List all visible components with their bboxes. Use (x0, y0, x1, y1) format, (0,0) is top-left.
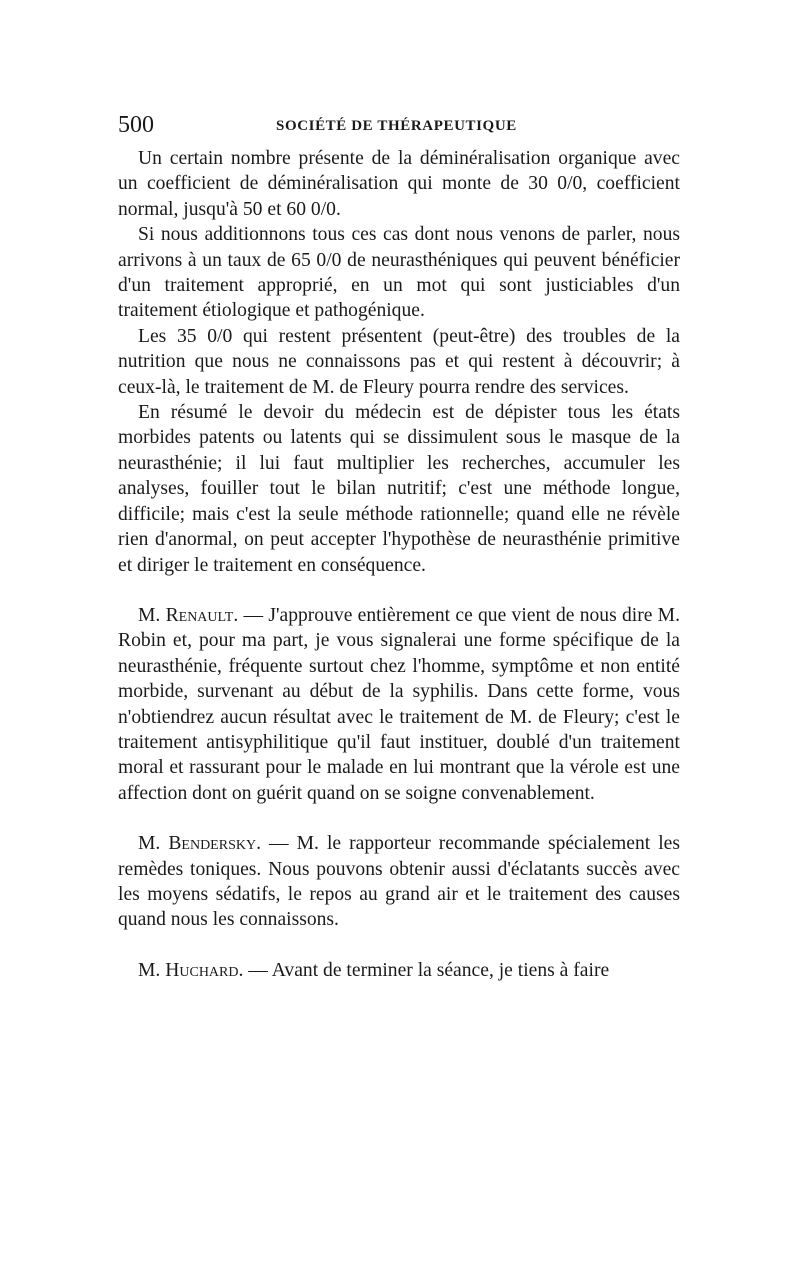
speaker-name: M. Huchard. (138, 959, 244, 981)
paragraph-text: — J'approuve entièrement ce que vient de nous dire M. Robin et, pour ma part, je vous signalerai une forme spécifique de la neurasthénie, fréquente surtout chez l'homme, symptôme et non entité morbide, survenant au début de la syphilis. Dans cette forme, vous n'obtiendrez aucun résultat avec le traitement de M. de Fleury; c'est le traitement antisyphilitique qu'il faut instituer, doublé d'un traitement moral et rassurant pour le malade en lui montrant que la vérole est une affection dont on guérit quand on se soigne convenablement. (118, 604, 681, 804)
page-number: 500 (118, 112, 154, 138)
page-header (118, 112, 680, 142)
paragraph-text: En résumé le devoir du médecin est de dépister tous les états morbides patents ou latents qui se dissimulent sous le masque de la neurasthénie; il lui faut multiplier les recherches, accumuler les analyses, fouiller tout le bilan nutritif; c'est une méthode longue, difficile; mais c'est la seule méthode rationnelle; quand elle ne révèle rien d'anormal, on peut accepter l'hypothèse de neurasthénie primitive et diriger le traitement en conséquence. (118, 402, 680, 576)
running-title: SOCIÉTÉ DE THÉRAPEUTIQUE (276, 118, 517, 134)
paragraph-text: — Avant de terminer la séance, je tiens à faire (248, 959, 610, 981)
paragraph-neurasthenic-rate (118, 222, 680, 324)
paragraph-demineralisation (118, 146, 680, 222)
body-text (118, 146, 680, 983)
speaker-name: M. Bendersky. (138, 833, 261, 855)
speaker-name: M. Renault. (138, 604, 239, 626)
paragraph-remaining-cases (118, 324, 680, 400)
paragraph-text: — M. le rapporteur recommande spécialement les remèdes toniques. Nous pouvons obtenir aussi d'éclatants succès avec les moyens sédatifs, le repos au grand air et le traitement des causes quand nous les connaissons. (118, 833, 680, 931)
paragraph-bendersky (118, 831, 680, 933)
paragraph-renault (118, 603, 680, 806)
paragraph-text: Si nous additionnons tous ces cas dont nous venons de parler, nous arrivons à un taux de 65 0/0 de neurasthéniques qui peuvent bénéficier d'un traitement approprié, en un mot qui sont justiciables d'un traitement étiologique et pathogénique. (118, 224, 680, 322)
paragraph-text: Les 35 0/0 qui restent présentent (peut-être) des troubles de la nutrition que nous ne connaissons pas et qui restent à découvrir; à ceux-là, le traitement de M. de Fleury pourra rendre des services. (118, 325, 680, 398)
paragraph-huchard (118, 958, 680, 983)
paragraph-summary (118, 400, 680, 578)
paragraph-text: Un certain nombre présente de la déminéralisation organique avec un coefficient de déminéralisation qui monte de 30 0/0, coefficient normal, jusqu'à 50 et 60 0/0. (118, 148, 680, 220)
